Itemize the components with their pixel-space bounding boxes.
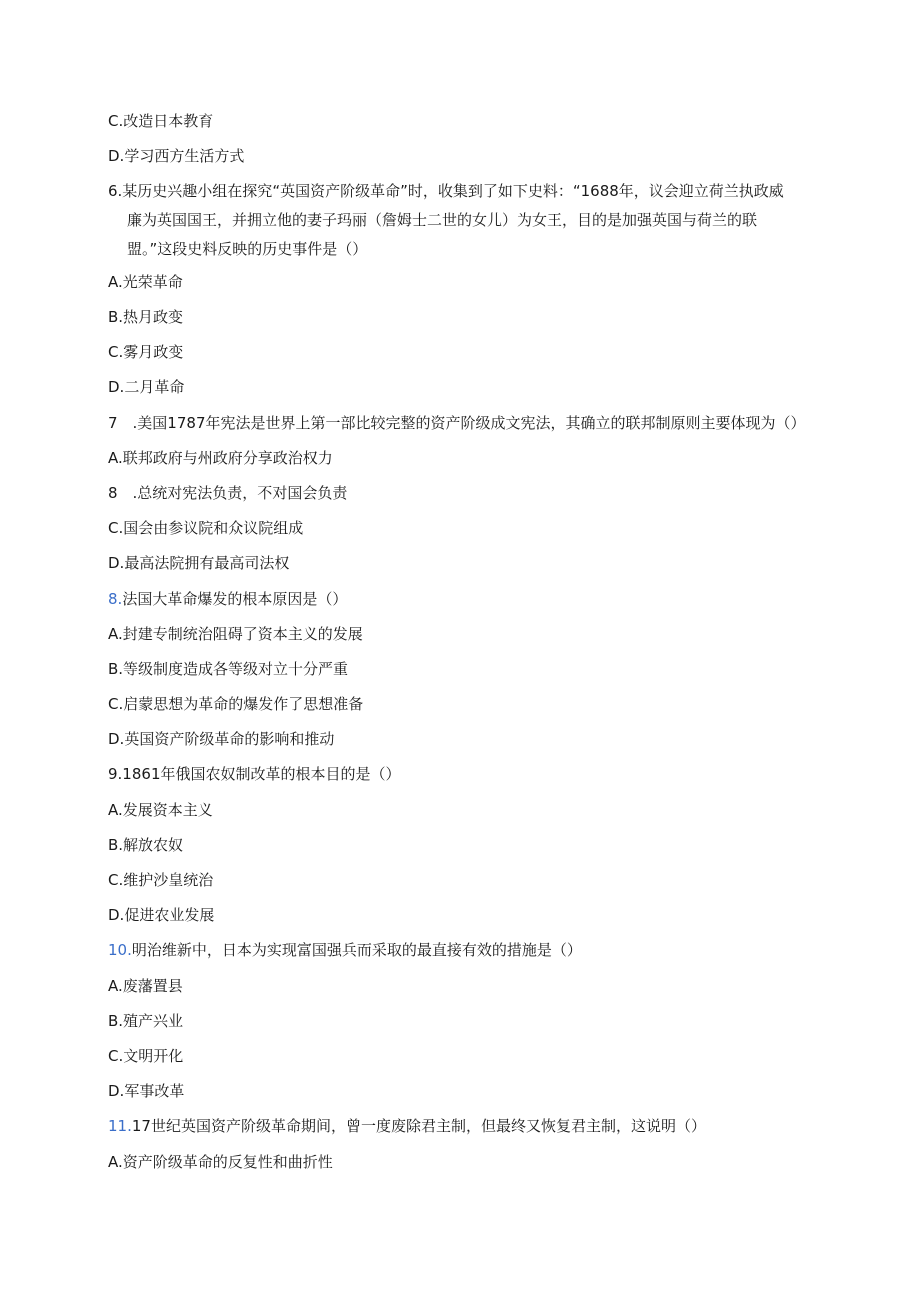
line-text: D.最高法院拥有最高司法权 (108, 554, 290, 572)
line-text: C.维护沙皇统治 (108, 871, 214, 889)
line-text: C.改造日本教育 (108, 112, 214, 130)
question-6-continued (127, 239, 367, 259)
line-text: D.促进农业发展 (108, 906, 215, 924)
line-text: A.联邦政府与州政府分享政治权力 (108, 449, 333, 467)
question-number: 10. (108, 941, 132, 959)
line-text: B.等级制度造成各等级对立十分严重 (108, 660, 349, 678)
line-text: 7 .美国1787年宪法是世界上第一部比较完整的资产阶级成文宪法，其确立的联邦制原则主要体现为（） (108, 414, 806, 432)
option-c (108, 1046, 183, 1066)
line-text: 法国大革命爆发的根本原因是（） (122, 590, 348, 608)
question-11 (108, 1116, 706, 1136)
line-text: 盟。”这段史料反映的历史事件是（） (127, 240, 368, 258)
option-c (108, 111, 213, 131)
line-text: 廉为英国国王，并拥立他的妻子玛丽（詹姆士二世的女儿）为女王，目的是加强英国与荷兰的联 (127, 211, 758, 229)
option-a (108, 272, 183, 292)
option-c (108, 518, 303, 538)
option-d (108, 729, 334, 749)
line-text: D.英国资产阶级革命的影响和推动 (108, 730, 335, 748)
line-text: B.解放农奴 (108, 836, 184, 854)
option-c (108, 694, 363, 714)
line-text: 8 .总统对宪法负责，不对国会负责 (108, 484, 348, 502)
option-a (108, 1152, 333, 1172)
option-c (108, 870, 213, 890)
option-b (108, 659, 348, 679)
option-b (108, 483, 347, 503)
option-a (108, 976, 183, 996)
question-10 (108, 940, 582, 960)
option-a (108, 448, 333, 468)
line-text: C.文明开化 (108, 1047, 184, 1065)
line-text: C.国会由参议院和众议院组成 (108, 519, 304, 537)
option-b (108, 307, 183, 327)
line-text: D.学习西方生活方式 (108, 147, 245, 165)
question-9 (108, 764, 401, 784)
line-text: C.启蒙思想为革命的爆发作了思想准备 (108, 695, 364, 713)
option-d (108, 1081, 184, 1101)
line-text: A.封建专制统治阻碍了资本主义的发展 (108, 625, 363, 643)
question-number: 11. (108, 1117, 132, 1135)
line-text: A.发展资本主义 (108, 801, 213, 819)
option-c (108, 342, 183, 362)
line-text: D.军事改革 (108, 1082, 185, 1100)
option-b (108, 1011, 183, 1031)
question-number: 8. (108, 590, 123, 608)
line-text: B.殖产兴业 (108, 1012, 184, 1030)
question-6-continued (127, 210, 757, 230)
line-text: 9.1861年俄国农奴制改革的根本目的是（） (108, 765, 401, 783)
line-text: A.光荣革命 (108, 273, 183, 291)
line-text: D.二月革命 (108, 378, 185, 396)
line-text: C.雾月政变 (108, 343, 184, 361)
line-text: 17世纪英国资产阶级革命期间，曾一度废除君主制，但最终又恢复君主制，这说明（） (131, 1117, 706, 1135)
option-a (108, 624, 363, 644)
option-d (108, 905, 214, 925)
line-text: B.热月政变 (108, 308, 184, 326)
question-8 (108, 589, 347, 609)
option-b (108, 835, 183, 855)
option-a (108, 800, 213, 820)
line-text: A.资产阶级革命的反复性和曲折性 (108, 1153, 333, 1171)
option-d (108, 377, 184, 397)
line-text: 6.某历史兴趣小组在探究“英国资产阶级革命”时，收集到了如下史料：“1688年，议会迎立荷兰执政威 (108, 182, 784, 200)
option-d (108, 146, 244, 166)
line-text: A.废藩置县 (108, 977, 183, 995)
question-6 (108, 181, 784, 201)
question-7 (108, 413, 806, 433)
option-d (108, 553, 289, 573)
line-text: 明治维新中，日本为实现富国强兵而采取的最直接有效的措施是（） (131, 941, 582, 959)
